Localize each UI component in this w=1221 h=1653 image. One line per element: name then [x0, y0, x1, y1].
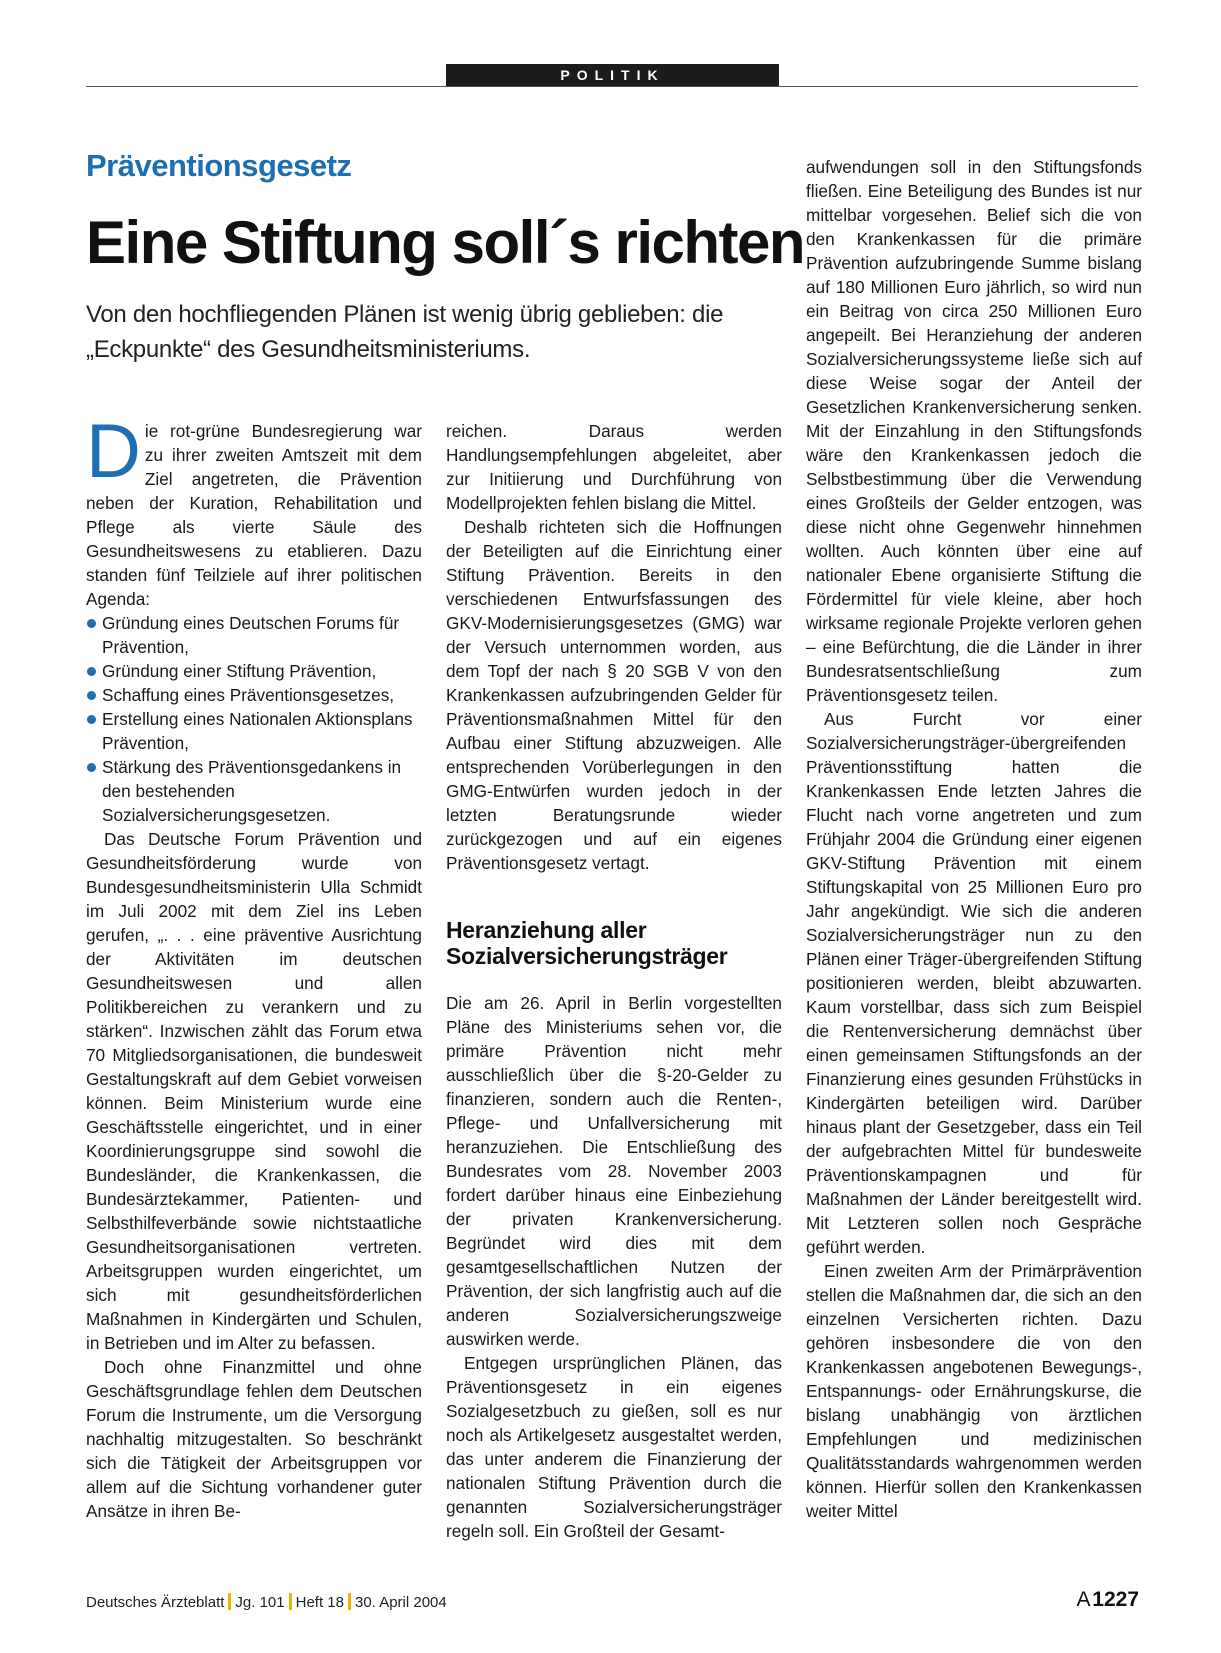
drop-cap: D — [86, 409, 141, 494]
top-rule — [86, 86, 1138, 87]
list-item: Gründung einer Stiftung Prävention, — [86, 659, 422, 683]
body-paragraph: Deshalb richteten sich die Hoffnungen der Beteiligten auf die Einrichtung einer Stiftung Prävention. Bereits in den verschiedenen Entwurfsfassungen des GKV-Modernisierungsgesetzes (GMG) war der Versuch unternommen worden, aus dem Topf der nach § 20 SGB V von den Krankenkassen aufzubringenden Gelder für Präventionsmaßnahmen Mittel für den Aufbau einer Stiftung abzuzweigen. Alle entsprechenden Vorüberlegungen in den GMG-Entwürfen wurden jedoch in der letzten Beratungsrunde wieder zurückgezogen und auf ein eigenes Präventionsgesetz vertagt. — [446, 517, 782, 873]
body-paragraph: Einen zweiten Arm der Primärprävention stellen die Maßnahmen dar, die sich an den einzelnen Versicherten richten. Dazu gehören insbesondere die von den Krankenkassen angebotenen Bewegungs-, Entspannungs- oder Ernährungskurse, die bislang unabhängig von ärztlichen Empfehlungen und medizinischen Qualitätsstandards wahrgenommen werden können. Hierfür sollen den Krankenkassen weiter Mittel — [806, 1261, 1142, 1521]
standfirst: Von den hochfliegenden Plänen ist wenig übrig geblieben: die „Eckpunkte“ des Gesundheitsministeriums. — [86, 301, 724, 363]
kicker: Präventionsgesetz — [86, 148, 352, 183]
body-paragraph: Aus Furcht vor einer Sozialversicherungsträger-übergreifenden Präventionsstiftung hatten die Krankenkassen Ende letzten Jahres die Flucht nach vorne angetreten und zum Frühjahr 2004 die Gründung einer eigenen GKV-Stiftung Prävention mit einem Stiftungskapital von 25 Millionen Euro pro Jahr angekündigt. Wie sich die anderen Sozialversicherungsträger nun zu den Plänen einer Träger-übergreifenden Stiftung positionieren werden, bleibt abzuwarten. Kaum vorstellbar, dass sich zum Beispiel die Rentenversicherung demnächst über einen gemeinsamen Stiftungsfonds an der Finanzierung eines gesunden Frühstücks in Kindergärten beteiligen wird. Darüber hinaus plant der Gesetzgeber, dass ein Teil der aufgebrachten Mittel für bundesweite Präventionskampagnen und für Maßnahmen der Länder bereitgestellt wird. Mit Letzteren sollen noch Gespräche geführt werden. — [806, 709, 1142, 1257]
body-paragraph: aufwendungen soll in den Stiftungsfonds fließen. Eine Beteiligung des Bundes ist nur mittelbar vorgesehen. Belief sich die von den Krankenkassen für die primäre Prävention aufzubringende Summe bislang auf 180 Millionen Euro jährlich, so wird nun ein Beitrag von circa 250 Millionen Euro angepeilt. Bei Heranziehung der anderen Sozialversicherungssysteme ließe sich auf diese Weise sogar der Anteil der Gesetzlichen Krankenversicherung senken. Mit der Einzahlung in den Stiftungsfonds wäre den Krankenkassen jedoch die Selbstbestimmung über die Verwendung eines Großteils der Gelder entzogen, was diese nicht ohne Gegenwehr hinnehmen wollten. Auch könnten über eine auf nationaler Ebene organisierte Stiftung die Fördermittel für viele kleine, aber hoch wirksame regionale Projekte verloren gehen – eine Befürchtung, die die Länder in ihrer Bundesratsentschließung zum Präventionsgesetz teilen. — [806, 157, 1142, 705]
date: 30. April 2004 — [355, 1594, 447, 1611]
column-1 — [86, 409, 422, 1523]
column-2 — [446, 419, 782, 1543]
list-item: Gründung eines Deutschen Forums für Prävention, — [86, 611, 422, 659]
section-label: POLITIK — [446, 64, 779, 86]
body-paragraph: Entgegen ursprünglichen Plänen, das Präventionsgesetz in ein eigenes Sozialgesetzbuch zu gießen, soll es nur noch als Artikelgesetz ausgestaltet werden, das unter anderem die Finanzierung der nationalen Stiftung Prävention durch die genannten Sozialversicherungsträger regeln soll. Ein Großteil der Gesamt- — [446, 1353, 782, 1541]
page-number — [1077, 1588, 1140, 1612]
headline: Eine Stiftung soll´s richten — [86, 209, 805, 276]
list-item: Stärkung des Präventionsgedankens in den bestehenden Sozialversicherungsgesetzen. — [86, 755, 422, 827]
body-paragraph: Doch ohne Finanzmittel und ohne Geschäftsgrundlage fehlen dem Deutschen Forum die Instrumente, um die Versorgung nachhaltig mitzugestalten. So beschränkt sich die Tätigkeit der Arbeitsgruppen vor allem auf die Sichtung vorhandener guter Ansätze in ihren Be- — [86, 1357, 422, 1521]
separator — [348, 1593, 351, 1610]
list-item: Erstellung eines Nationalen Aktionsplans Prävention, — [86, 707, 422, 755]
separator — [289, 1593, 292, 1610]
column-3 — [806, 155, 1142, 1523]
body-paragraph: Die am 26. April in Berlin vorgestellten Pläne des Ministeriums sehen vor, die primäre Prävention nicht mehr ausschließlich über die §-20-Gelder zu finanzieren, sondern auch die Renten-, Pflege- und Unfallversicherung mit heranzuziehen. Die Entschließung des Bundesrates vom 28. November 2003 fordert darüber hinaus eine Einbeziehung der privaten Krankenversicherung. Begründet wird dies mit dem gesamtgesellschaftlichen Nutzen der Prävention, der sich langfristig auch auf die anderen Sozialversicherungszweige auswirken werde. — [446, 993, 782, 1349]
body-paragraph: Das Deutsche Forum Prävention und Gesundheitsförderung wurde von Bundesgesundheitsministerin Ulla Schmidt im Juli 2002 mit dem Ziel ins Leben gerufen, „. . . eine präventive Ausrichtung der Aktivitäten im deutschen Gesundheitswesen und allen Politikbereichen zu verankern und zu stärken“. Inzwischen zählt das Forum etwa 70 Mitgliedsorganisationen, die bundesweit Gestaltungskraft auf dem Gebiet vorweisen können. Beim Ministerium wurde eine Geschäftsstelle eingerichtet, und in einer Koordinierungsgruppe sind sowohl die Bundesländer, die Krankenkassen, die Bundesärztekammer, Patienten- und Selbsthilfeverbände sowie nichtstaatliche Gesundheitsorganisationen vertreten. Arbeitsgruppen wurden eingerichtet, um sich mit gesundheitsförderlichen Maßnahmen in Kindergärten und Schulen, in Betrieben und im Alter zu befassen. — [86, 829, 422, 1353]
page-number-value: 1227 — [1092, 1588, 1139, 1611]
journal-name: Deutsches Ärzteblatt — [86, 1594, 225, 1611]
intro-paragraph — [86, 409, 422, 611]
issue: Heft 18 — [295, 1594, 344, 1611]
volume: Jg. 101 — [235, 1594, 285, 1611]
list-item: Schaffung eines Präventionsgesetzes, — [86, 683, 422, 707]
body-paragraph: reichen. Daraus werden Handlungsempfehlungen abgeleitet, aber zur Initiierung und Durchführung von Modellprojekten fehlen bislang die Mittel. — [446, 421, 782, 513]
separator — [228, 1593, 231, 1610]
goal-list — [86, 611, 422, 827]
intro-text: ie rot-grüne Bundesregierung war zu ihrer zweiten Amtszeit mit dem Ziel angetreten, die Prävention neben der Kuration, Rehabilitation und Pflege als vierte Säule des Gesundheitswesens zu etablieren. Dazu standen fünf Teilziele auf ihrer politischen Agenda: — [86, 421, 422, 609]
footer-citation — [86, 1593, 447, 1611]
page-prefix: A — [1076, 1588, 1091, 1611]
subheading: Heranziehung aller Sozialversicherungsträger — [446, 917, 728, 969]
